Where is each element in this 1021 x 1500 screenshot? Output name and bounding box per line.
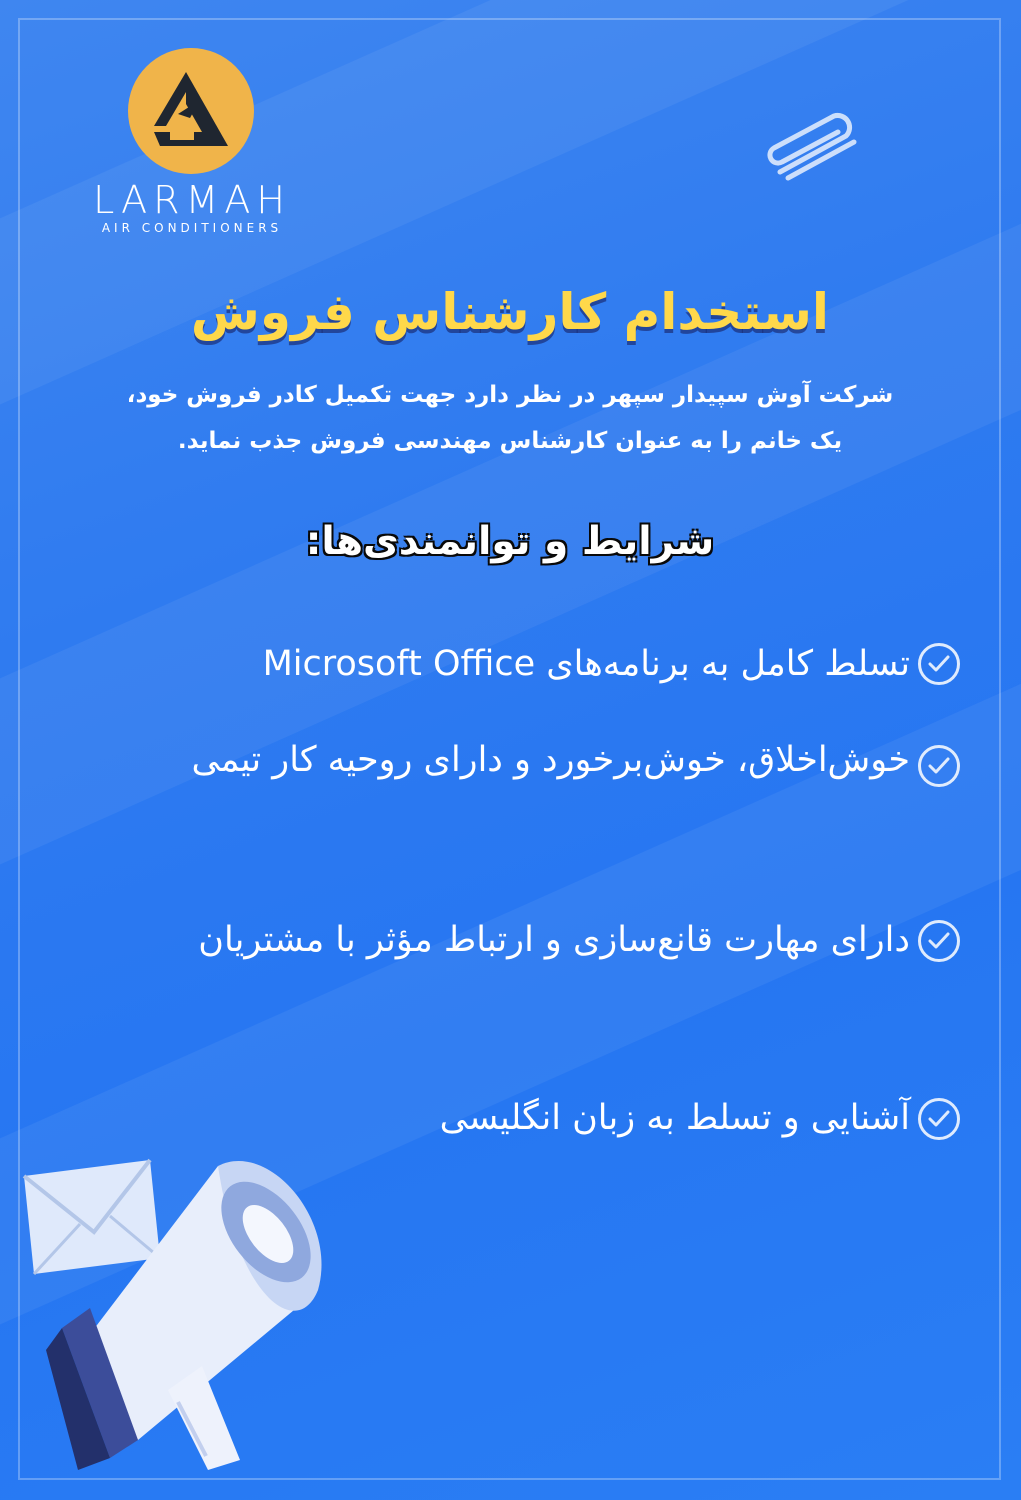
paperclip-icon: [758, 106, 868, 186]
requirement-item: تسلط کامل به برنامه‌های Microsoft Office: [262, 644, 910, 684]
intro-text: [60, 372, 960, 464]
requirements-heading: شرایط و توانمندی‌ها:: [305, 519, 715, 564]
requirement-item: آشنایی و تسلط به زبان انگلیسی: [439, 1098, 910, 1138]
page-title: استخدام کارشناس فروش: [190, 283, 830, 341]
intro-line: شرکت آوش سپیدار سپهر در نظر دارد جهت تکمیل کادر فروش خود،: [126, 382, 894, 408]
brand-name: LARMAH: [93, 178, 291, 222]
brand-tagline: AIR CONDITIONERS: [101, 221, 283, 235]
envelope-icon: [24, 1160, 160, 1274]
requirement-item: خوش‌اخلاق، خوش‌برخورد و دارای روحیه کار تیمی: [191, 740, 910, 780]
requirement-item: دارای مهارت قانع‌سازی و ارتباط مؤثر با مشتریان: [198, 920, 910, 960]
check-circle-icon: [918, 745, 960, 787]
megaphone-illustration: [18, 1140, 338, 1482]
check-circle-icon: [918, 643, 960, 685]
intro-line: یک خانم را به عنوان کارشناس مهندسی فروش جذب نماید.: [177, 428, 843, 454]
brand-logo: [128, 48, 254, 174]
check-circle-icon: [918, 920, 960, 962]
logo-mark-icon: [148, 68, 234, 154]
check-circle-icon: [918, 1098, 960, 1140]
